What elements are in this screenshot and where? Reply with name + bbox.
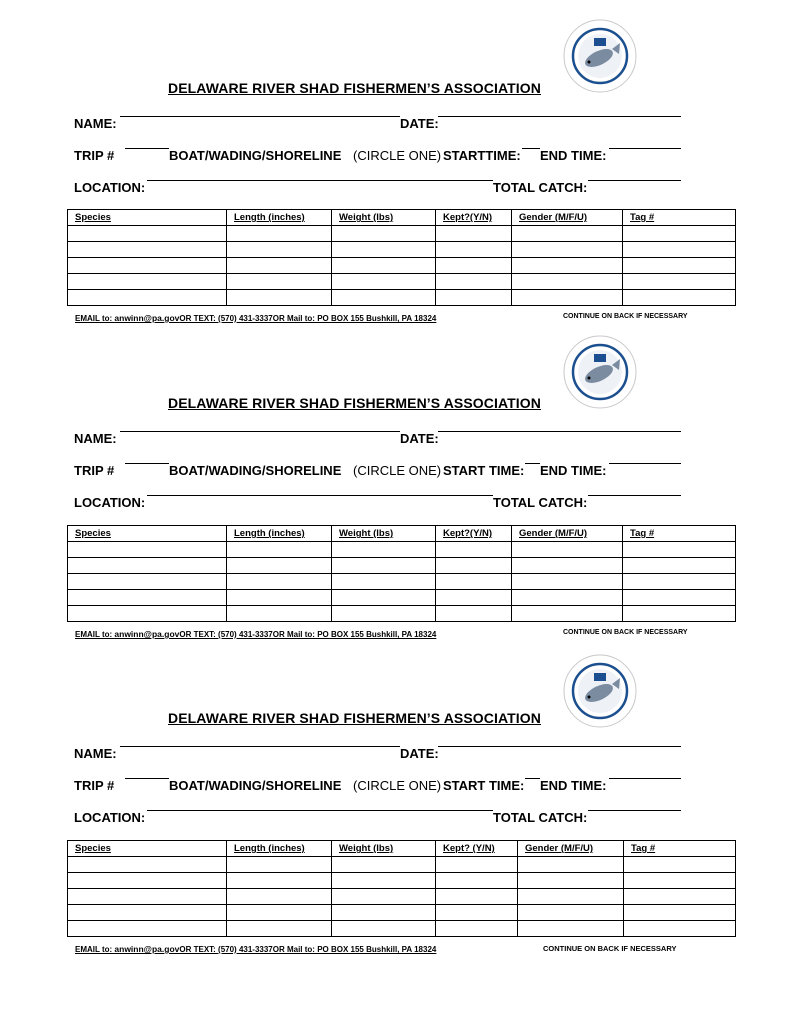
- table-cell[interactable]: [68, 542, 227, 558]
- table-cell[interactable]: [68, 558, 227, 574]
- table-cell[interactable]: [436, 542, 512, 558]
- table-cell[interactable]: [436, 889, 518, 905]
- table-cell[interactable]: [227, 889, 332, 905]
- catch-table: [67, 840, 736, 937]
- email-label: EMAIL to:: [75, 945, 115, 954]
- table-row: [68, 290, 736, 306]
- column-header: Gender (M/F/U): [512, 526, 623, 542]
- table-row: [68, 242, 736, 258]
- table-cell[interactable]: [332, 558, 436, 574]
- table-row: [68, 574, 736, 590]
- table-cell[interactable]: [624, 873, 736, 889]
- column-header: Tag #: [624, 841, 736, 857]
- table-cell[interactable]: [623, 606, 736, 622]
- table-cell[interactable]: [623, 226, 736, 242]
- email-link[interactable]: anwinn@pa.gov: [114, 944, 180, 954]
- column-header: Gender (M/F/U): [518, 841, 624, 857]
- trip-number-field[interactable]: [125, 463, 169, 464]
- table-cell[interactable]: [436, 558, 512, 574]
- table-cell[interactable]: [436, 290, 512, 306]
- start-time-field[interactable]: [522, 148, 540, 149]
- association-logo: [562, 334, 638, 410]
- location-field[interactable]: [147, 495, 493, 496]
- table-cell[interactable]: [227, 606, 332, 622]
- name-date-row: [74, 746, 684, 764]
- table-row: [68, 606, 736, 622]
- table-cell[interactable]: [332, 258, 436, 274]
- table-cell[interactable]: [512, 574, 623, 590]
- continue-note: CONTINUE ON BACK IF NECESSARY: [543, 944, 677, 953]
- table-cell[interactable]: [332, 574, 436, 590]
- trip-number-field[interactable]: [125, 148, 169, 149]
- table-cell[interactable]: [332, 590, 436, 606]
- table-row: [68, 857, 736, 873]
- end-time-field[interactable]: [609, 148, 681, 149]
- table-cell[interactable]: [68, 606, 227, 622]
- start-time-field[interactable]: [525, 778, 540, 779]
- method-options[interactable]: BOAT/WADING/SHORELINE: [169, 148, 342, 163]
- table-cell[interactable]: [623, 558, 736, 574]
- column-header: Kept?(Y/N): [436, 210, 512, 226]
- email-link[interactable]: anwinn@pa.gov: [114, 313, 180, 323]
- start-time-label: START TIME:: [443, 463, 525, 478]
- table-cell[interactable]: [68, 905, 227, 921]
- trip-label: TRIP #: [74, 148, 115, 163]
- column-header: Length (inches): [227, 210, 332, 226]
- footer-contact: [75, 944, 715, 954]
- table-cell[interactable]: [436, 258, 512, 274]
- date-field[interactable]: [438, 431, 681, 432]
- end-time-label: END TIME:: [540, 148, 607, 163]
- table-cell[interactable]: [512, 290, 623, 306]
- location-label: LOCATION:: [74, 495, 146, 510]
- table-cell[interactable]: [623, 290, 736, 306]
- table-cell[interactable]: [512, 274, 623, 290]
- total-catch-label: TOTAL CATCH:: [493, 180, 588, 195]
- date-label: DATE:: [400, 431, 439, 446]
- name-label: NAME:: [74, 746, 117, 761]
- circle-one-note: (CIRCLE ONE): [353, 463, 442, 478]
- table-cell[interactable]: [624, 857, 736, 873]
- table-header-row: [68, 210, 736, 226]
- total-catch-field[interactable]: [588, 495, 681, 496]
- location-field[interactable]: [147, 180, 493, 181]
- date-label: DATE:: [400, 116, 439, 131]
- table-cell[interactable]: [436, 905, 518, 921]
- table-cell[interactable]: [227, 242, 332, 258]
- table-cell[interactable]: [436, 921, 518, 937]
- name-label: NAME:: [74, 431, 117, 446]
- form-title: DELAWARE RIVER SHAD FISHERMEN’S ASSOCIATION: [168, 395, 541, 411]
- table-cell[interactable]: [512, 590, 623, 606]
- table-cell[interactable]: [68, 226, 227, 242]
- table-cell[interactable]: [68, 574, 227, 590]
- date-field[interactable]: [438, 116, 681, 117]
- continue-note: CONTINUE ON BACK IF NECESSARY: [563, 629, 688, 636]
- catch-form-2: [0, 316, 791, 639]
- column-header: Length (inches): [227, 526, 332, 542]
- table-cell[interactable]: [332, 921, 436, 937]
- column-header: Tag #: [623, 210, 736, 226]
- trip-label: TRIP #: [74, 778, 115, 793]
- email-link[interactable]: anwinn@pa.gov: [114, 629, 180, 639]
- contact-details: OR TEXT: (570) 431-3337OR Mail to: PO BOX 155 Bushkill, PA 18324: [179, 945, 437, 954]
- continue-note: CONTINUE ON BACK IF NECESSARY: [563, 313, 688, 320]
- table-cell[interactable]: [68, 921, 227, 937]
- table-cell[interactable]: [518, 889, 624, 905]
- end-time-field[interactable]: [609, 778, 681, 779]
- table-cell[interactable]: [227, 590, 332, 606]
- circle-one-note: (CIRCLE ONE): [353, 778, 442, 793]
- table-cell[interactable]: [227, 542, 332, 558]
- table-cell[interactable]: [332, 889, 436, 905]
- total-catch-field[interactable]: [588, 180, 681, 181]
- table-header-row: [68, 841, 736, 857]
- start-time-label: STARTTIME:: [443, 148, 521, 163]
- table-row: [68, 873, 736, 889]
- table-cell[interactable]: [436, 590, 512, 606]
- table-cell[interactable]: [624, 905, 736, 921]
- name-field[interactable]: [120, 746, 400, 747]
- table-cell[interactable]: [227, 226, 332, 242]
- trip-row: [74, 463, 684, 481]
- table-cell[interactable]: [68, 590, 227, 606]
- table-row: [68, 590, 736, 606]
- table-cell[interactable]: [623, 242, 736, 258]
- table-cell[interactable]: [227, 574, 332, 590]
- column-header: Kept? (Y/N): [436, 841, 518, 857]
- end-time-label: END TIME:: [540, 778, 607, 793]
- table-cell[interactable]: [518, 857, 624, 873]
- column-header: Weight (lbs): [332, 210, 436, 226]
- table-cell[interactable]: [332, 905, 436, 921]
- column-header: Length (inches): [227, 841, 332, 857]
- catch-table: [67, 525, 736, 622]
- name-date-row: [74, 431, 684, 449]
- column-header: Species: [68, 526, 227, 542]
- table-cell[interactable]: [518, 921, 624, 937]
- table-row: [68, 905, 736, 921]
- date-label: DATE:: [400, 746, 439, 761]
- table-row: [68, 258, 736, 274]
- trip-row: [74, 778, 684, 796]
- email-label: EMAIL to:: [75, 630, 115, 639]
- table-cell[interactable]: [68, 242, 227, 258]
- table-cell[interactable]: [332, 226, 436, 242]
- table-cell[interactable]: [68, 889, 227, 905]
- table-cell[interactable]: [518, 873, 624, 889]
- table-cell[interactable]: [512, 542, 623, 558]
- location-row: [74, 495, 684, 513]
- table-cell[interactable]: [68, 258, 227, 274]
- association-logo: [562, 653, 638, 729]
- column-header: Tag #: [623, 526, 736, 542]
- table-cell[interactable]: [332, 242, 436, 258]
- trip-row: [74, 148, 684, 166]
- name-label: NAME:: [74, 116, 117, 131]
- email-label: EMAIL to:: [75, 314, 115, 323]
- table-row: [68, 274, 736, 290]
- table-cell[interactable]: [332, 873, 436, 889]
- table-cell[interactable]: [623, 590, 736, 606]
- table-cell[interactable]: [227, 558, 332, 574]
- column-header: Kept?(Y/N): [436, 526, 512, 542]
- column-header: Weight (lbs): [332, 526, 436, 542]
- table-cell[interactable]: [68, 857, 227, 873]
- table-cell[interactable]: [68, 274, 227, 290]
- table-cell[interactable]: [227, 905, 332, 921]
- catch-form-3: [0, 631, 791, 954]
- table-row: [68, 921, 736, 937]
- table-cell[interactable]: [624, 889, 736, 905]
- table-cell[interactable]: [227, 274, 332, 290]
- method-options[interactable]: BOAT/WADING/SHORELINE: [169, 463, 342, 478]
- table-cell[interactable]: [436, 606, 512, 622]
- end-time-field[interactable]: [609, 463, 681, 464]
- table-cell[interactable]: [436, 274, 512, 290]
- table-cell[interactable]: [512, 558, 623, 574]
- table-cell[interactable]: [332, 606, 436, 622]
- contact-details: OR TEXT: (570) 431-3337OR Mail to: PO BOX 155 Bushkill, PA 18324: [179, 630, 437, 639]
- column-header: Weight (lbs): [332, 841, 436, 857]
- table-row: [68, 889, 736, 905]
- name-field[interactable]: [120, 116, 400, 117]
- location-label: LOCATION:: [74, 180, 146, 195]
- form-title: DELAWARE RIVER SHAD FISHERMEN’S ASSOCIATION: [168, 80, 541, 96]
- column-header: Gender (M/F/U): [512, 210, 623, 226]
- end-time-label: END TIME:: [540, 463, 607, 478]
- table-cell[interactable]: [436, 574, 512, 590]
- start-time-field[interactable]: [525, 463, 540, 464]
- table-cell[interactable]: [332, 542, 436, 558]
- catch-table: [67, 209, 736, 306]
- table-row: [68, 558, 736, 574]
- table-cell[interactable]: [623, 258, 736, 274]
- table-cell[interactable]: [332, 274, 436, 290]
- trip-label: TRIP #: [74, 463, 115, 478]
- table-row: [68, 226, 736, 242]
- table-cell[interactable]: [68, 873, 227, 889]
- table-cell[interactable]: [68, 290, 227, 306]
- table-cell[interactable]: [512, 242, 623, 258]
- location-field[interactable]: [147, 810, 493, 811]
- table-cell[interactable]: [512, 226, 623, 242]
- table-row: [68, 542, 736, 558]
- form-title: DELAWARE RIVER SHAD FISHERMEN’S ASSOCIATION: [168, 710, 541, 726]
- trip-number-field[interactable]: [125, 778, 169, 779]
- location-label: LOCATION:: [74, 810, 146, 825]
- table-cell[interactable]: [436, 857, 518, 873]
- catch-form-1: [0, 0, 791, 323]
- table-cell[interactable]: [624, 921, 736, 937]
- table-cell[interactable]: [332, 290, 436, 306]
- start-time-label: START TIME:: [443, 778, 525, 793]
- table-cell[interactable]: [227, 873, 332, 889]
- table-cell[interactable]: [332, 857, 436, 873]
- column-header: Species: [68, 841, 227, 857]
- column-header: Species: [68, 210, 227, 226]
- table-cell[interactable]: [623, 274, 736, 290]
- table-cell[interactable]: [227, 290, 332, 306]
- table-cell[interactable]: [227, 921, 332, 937]
- table-cell[interactable]: [512, 258, 623, 274]
- date-field[interactable]: [438, 746, 681, 747]
- table-cell[interactable]: [227, 857, 332, 873]
- total-catch-label: TOTAL CATCH:: [493, 495, 588, 510]
- location-row: [74, 180, 684, 198]
- location-row: [74, 810, 684, 828]
- circle-one-note: (CIRCLE ONE): [353, 148, 442, 163]
- table-cell[interactable]: [227, 258, 332, 274]
- association-logo: [562, 18, 638, 94]
- table-cell[interactable]: [518, 905, 624, 921]
- table-header-row: [68, 526, 736, 542]
- name-field[interactable]: [120, 431, 400, 432]
- table-cell[interactable]: [512, 606, 623, 622]
- method-options[interactable]: BOAT/WADING/SHORELINE: [169, 778, 342, 793]
- table-cell[interactable]: [623, 574, 736, 590]
- table-cell[interactable]: [436, 242, 512, 258]
- table-cell[interactable]: [436, 873, 518, 889]
- name-date-row: [74, 116, 684, 134]
- table-cell[interactable]: [623, 542, 736, 558]
- total-catch-field[interactable]: [588, 810, 681, 811]
- contact-details: OR TEXT: (570) 431-3337OR Mail to: PO BOX 155 Bushkill, PA 18324: [179, 314, 437, 323]
- total-catch-label: TOTAL CATCH:: [493, 810, 588, 825]
- table-cell[interactable]: [436, 226, 512, 242]
